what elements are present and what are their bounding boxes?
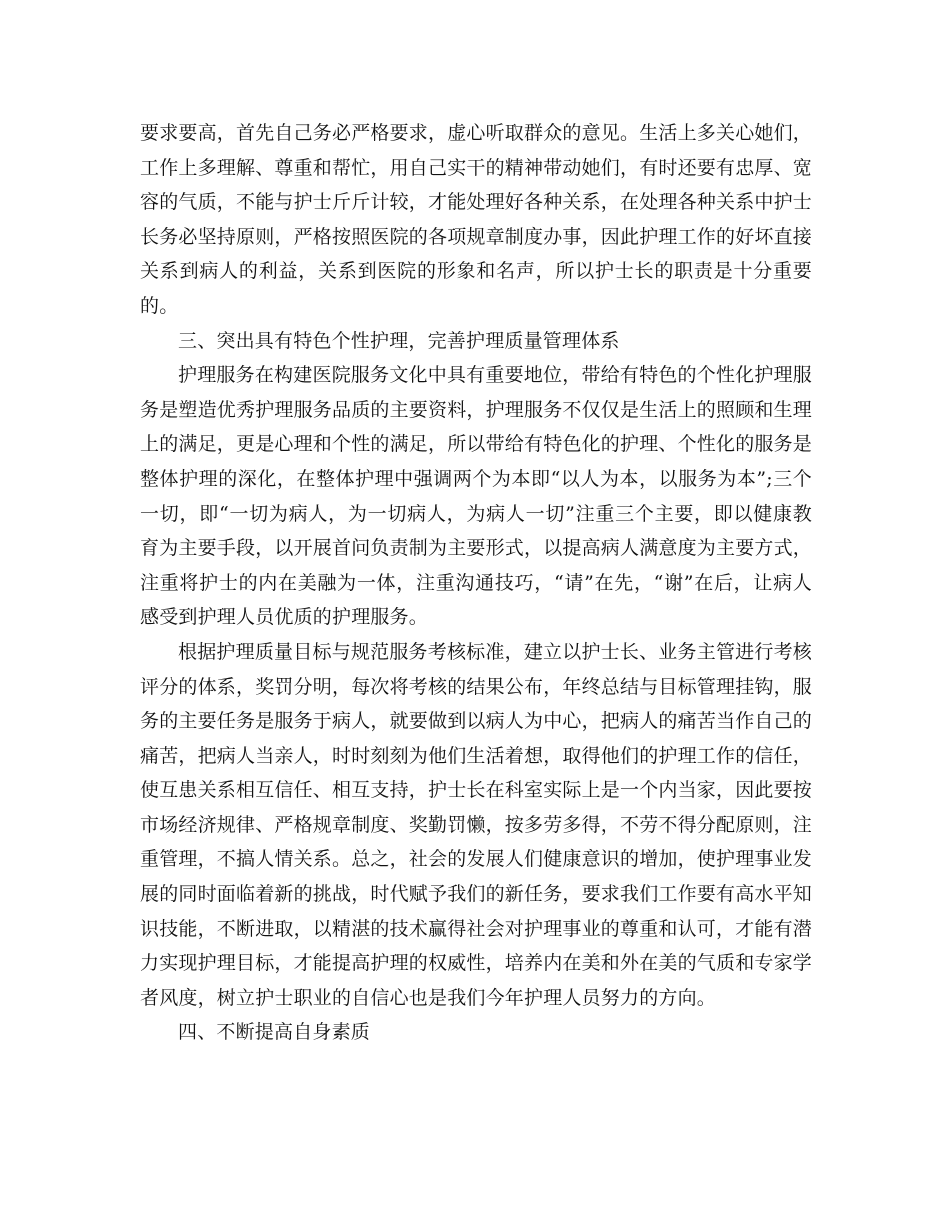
section-heading-three: 三、突出具有特色个性护理，完善护理质量管理体系 bbox=[178, 329, 620, 352]
paragraph-quality-assessment: 根据护理质量目标与规范服务考核标准，建立以护士长、业务主管进行考核评分的体系，奖罚分明，每次将考核的结果公布，年终总结与目标管理挂钩，服务的主要任务是服务于病人，就要做到以病人为中心，把病人的痛苦当作自己的痛苦，把病人当亲人，时时刻刻为他们生活着想，取得他们的护理工作的信任，使互患关系相互信任、相互支持，护士长在科室实际上是一个内当家，因此要按市场经济规律、严格规章制度、奖勤罚懒，按多劳多得，不劳不得分配原则，注重管理，不搞人情关系。总之，社会的发展人们健康意识的增加，使护理事业发展的同时面临着新的挑战，时代赋予我们的新任务，要求我们工作要有高水平知识技能，不断进取，以精湛的技术赢得社会对护理事业的尊重和认可，才能有潜力实现护理目标，才能提高护理的权威性，培养内在美和外在美的气质和专家学者风度，树立护士职业的自信心也是我们今年护理人员努力的方向。 bbox=[140, 640, 813, 1009]
document-body bbox=[140, 116, 812, 1050]
paragraph-continuation: 要求要高，首先自己务必严格要求，虚心听取群众的意见。生活上多关心她们，工作上多理解、尊重和帮忙，用自己实干的精神带动她们，有时还要有忠厚、宽容的气质，不能与护士斤斤计较，才能处理好各种关系，在处理各种关系中护士长务必坚持原则，严格按照医院的各项规章制度办事，因此护理工作的好坏直接关系到病人的利益，关系到医院的形象和名声，所以护士长的职责是十分重要的。 bbox=[140, 122, 813, 317]
section-heading-four: 四、不断提高自身素质 bbox=[178, 1021, 371, 1044]
paragraph-nursing-service: 护理服务在构建医院服务文化中具有重要地位，带给有特色的个性化护理服务是塑造优秀护理服务品质的主要资料，护理服务不仅仅是生活上的照顾和生理上的满足，更是心理和个性的满足，所以带给有特色化的护理、个性化的服务是整体护理的深化，在整体护理中强调两个为本即“以人为本，以服务为本”;三个一切，即“一切为病人，为一切病人，为病人一切”注重三个主要，即以健康教育为主要手段，以开展首问负责制为主要形式，以提高病人满意度为主要方式，注重将护士的内在美融为一体，注重沟通技巧，“请”在先，“谢”在后，让病人感受到护理人员优质的护理服务。 bbox=[140, 364, 813, 629]
